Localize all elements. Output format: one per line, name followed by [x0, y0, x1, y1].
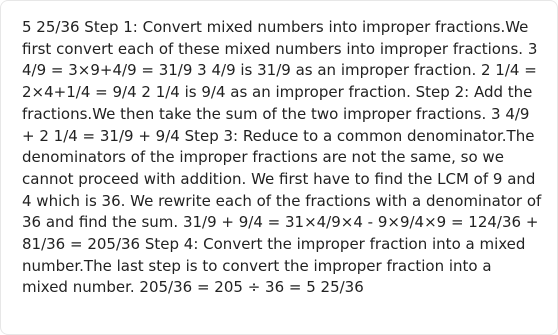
solution-text: 5 25/36 Step 1: Convert mixed numbers into improper fractions.We first convert each of these mixed numbers into improper fractions. 3 4/9 = 3×9+4/9 = 31/9 3 4/9 is 31/9 as an improper fraction. 2 1/4 = 2×4+1/4 = 9/4 2 1/4 is 9/4 as an improper fraction. Step 2: Add the fractions.We then take the sum of the two improper fractions. 3 4/9 + 2 1/4 = 31/9 + 9/4 Step 3: Reduce to a common denominator.The denominators of the improper fractions are not the same, so we cannot proceed with addition. We first have to find the LCM of 9 and 4 which is 36. We rewrite each of the fractions with a denominator of 36 and find the sum. 31/9 + 9/4 = 31×4/9×4 - 9×9/4×9 = 124/36 + 81/36 = 205/36 Step 4: Convert the improper fraction into a mixed number.The last step is to convert the improper fraction into a mixed number. 205/36 = 205 ÷ 36 = 5 25/36 — [22, 18, 542, 297]
